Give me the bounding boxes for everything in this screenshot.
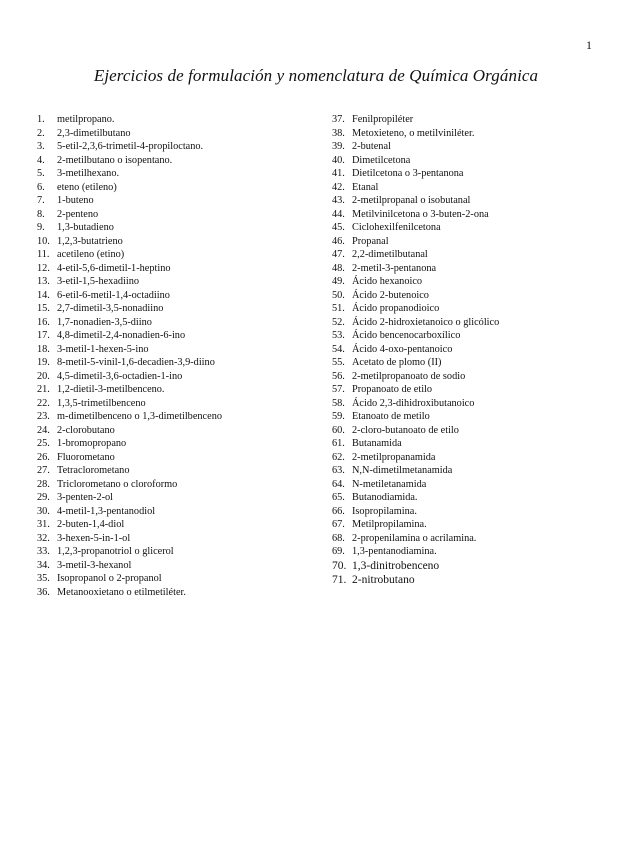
- exercise-number: 8.: [37, 208, 45, 220]
- exercise-text: 4-metil-1,3-pentanodiol: [57, 505, 156, 517]
- exercise-text: 1,2-dietil-3-metilbenceno.: [57, 384, 165, 395]
- exercise-text: 2,7-dimetil-3,5-nonadiino: [57, 303, 164, 314]
- exercise-number: 54.: [332, 343, 345, 355]
- exercise-item: [37, 208, 327, 222]
- exercise-text: Acetato de plomo (II): [352, 357, 442, 368]
- exercise-item: [37, 235, 327, 249]
- exercise-item: [332, 208, 622, 222]
- exercise-text: Ácido propanodioico: [352, 303, 440, 314]
- exercise-text: 4,5-dimetil-3,6-octadien-1-ino: [57, 370, 183, 382]
- exercise-text: 1,3-butadieno: [57, 222, 114, 233]
- exercise-text: 2-metilpropanamida: [352, 451, 436, 463]
- exercise-text: 2-butenal: [352, 141, 391, 152]
- exercise-item: [332, 289, 622, 303]
- exercise-number: 38.: [332, 127, 345, 139]
- exercise-number: 69.: [332, 546, 345, 557]
- exercise-number: 11.: [37, 249, 50, 260]
- exercise-number: 35.: [37, 573, 50, 584]
- exercise-number: 67.: [332, 519, 345, 530]
- exercise-list-right: [332, 113, 622, 587]
- exercise-number: 34.: [37, 559, 50, 571]
- exercise-text: 8-metil-5-vinil-1,6-decadien-3,9-diino: [57, 357, 215, 368]
- exercise-number: 50.: [332, 289, 345, 301]
- exercise-text: 3-penten-2-ol: [57, 492, 114, 503]
- exercise-text: Fenilpropiléter: [352, 114, 414, 125]
- exercise-item: [332, 437, 622, 451]
- exercise-item: [37, 329, 327, 343]
- exercise-item: [332, 545, 622, 559]
- exercise-number: 3.: [37, 141, 45, 152]
- exercise-item: [37, 275, 327, 289]
- page-number: 1: [586, 38, 592, 52]
- exercise-number: 17.: [37, 330, 50, 341]
- exercise-item: [37, 248, 327, 262]
- exercise-item: [37, 532, 327, 546]
- exercise-number: 21.: [37, 384, 50, 395]
- exercise-item: [37, 397, 327, 411]
- exercise-text: 2,3-dimetilbutano: [57, 127, 131, 139]
- exercise-number: 57.: [332, 384, 345, 395]
- exercise-item: [332, 478, 622, 492]
- exercise-number: 9.: [37, 222, 45, 233]
- exercise-item: [332, 127, 622, 141]
- exercise-text: Propanoato de etilo: [352, 384, 433, 395]
- exercise-text: Etanal: [352, 181, 379, 193]
- exercise-text: 2-buten-1,4-diol: [57, 519, 125, 530]
- exercise-number: 5.: [37, 168, 45, 179]
- exercise-text: Ácido bencenocarboxílico: [352, 330, 461, 341]
- exercise-text: 2-metilpropanal o isobutanal: [352, 195, 471, 206]
- exercise-number: 65.: [332, 492, 345, 503]
- exercise-number: 49.: [332, 276, 345, 287]
- exercise-number: 55.: [332, 357, 345, 368]
- exercise-item: [37, 289, 327, 303]
- exercise-text: m-dimetilbenceno o 1,3-dimetilbenceno: [57, 411, 222, 422]
- exercise-number: 36.: [37, 586, 50, 598]
- exercise-item: [332, 275, 622, 289]
- exercise-item: [37, 383, 327, 397]
- exercise-number: 26.: [37, 451, 50, 463]
- exercise-text: Isopropanol o 2-propanol: [57, 573, 162, 584]
- exercise-number: 15.: [37, 303, 50, 314]
- exercise-item: [332, 410, 622, 424]
- exercise-item: [37, 140, 327, 154]
- exercise-number: 33.: [37, 546, 50, 557]
- exercise-item: [37, 262, 327, 276]
- exercise-text: Dietilcetona o 3-pentanona: [352, 168, 464, 179]
- exercise-item: [37, 356, 327, 370]
- exercise-number: 44.: [332, 208, 345, 220]
- exercise-text: Metanooxietano o etilmetiléter.: [57, 586, 186, 598]
- exercise-text: Metilpropilamina.: [352, 519, 427, 530]
- exercise-item: [37, 316, 327, 330]
- exercise-text: 1,3,5-trimetilbenceno: [57, 397, 146, 409]
- exercise-number: 32.: [37, 532, 50, 544]
- exercise-item: [332, 194, 622, 208]
- exercise-item: [37, 505, 327, 519]
- exercise-text: 1,2,3-propanotriol o glicerol: [57, 546, 174, 557]
- exercise-text: 3-metil-3-hexanol: [57, 559, 132, 571]
- exercise-item: [332, 356, 622, 370]
- exercise-text: Ácido 2-hidroxietanoico o glicólico: [352, 316, 500, 328]
- exercise-item: [332, 154, 622, 168]
- exercise-item: [37, 181, 327, 195]
- exercise-number: 1.: [37, 114, 45, 125]
- exercise-text: Metoxieteno, o metilviniléter.: [352, 127, 475, 139]
- exercise-number: 40.: [332, 154, 345, 166]
- exercise-number: 47.: [332, 249, 345, 260]
- exercise-text: Dimetilcetona: [352, 154, 411, 166]
- exercise-text: 3-etil-1,5-hexadiino: [57, 276, 140, 287]
- exercise-item: [37, 518, 327, 532]
- exercise-text: Metilvinilcetona o 3-buten-2-ona: [352, 208, 489, 220]
- exercise-text: 1,3-dinitrobenceno: [352, 559, 440, 572]
- exercise-text: N,N-dimetilmetanamida: [352, 465, 453, 476]
- exercise-item: [37, 586, 327, 600]
- exercise-text: acetileno (etino): [57, 249, 125, 260]
- exercise-text: Ácido 2-butenoico: [352, 289, 429, 301]
- exercise-number: 60.: [332, 424, 345, 436]
- exercise-item: [37, 302, 327, 316]
- exercise-text: N-metiletanamida: [352, 478, 427, 490]
- exercise-item: [332, 464, 622, 478]
- exercise-item: [332, 383, 622, 397]
- exercise-item: [332, 302, 622, 316]
- exercise-item: [332, 248, 622, 262]
- exercise-number: 71.: [332, 573, 347, 586]
- exercise-number: 13.: [37, 276, 50, 287]
- exercise-number: 70.: [332, 559, 347, 572]
- exercise-item: [332, 235, 622, 249]
- exercise-number: 41.: [332, 168, 345, 179]
- exercise-text: Ácido hexanoico: [352, 276, 423, 287]
- exercise-item: [37, 451, 327, 465]
- exercise-number: 14.: [37, 289, 50, 301]
- exercise-item: [332, 262, 622, 276]
- exercise-item: [332, 451, 622, 465]
- exercise-text: Butanamida: [352, 438, 402, 449]
- exercise-number: 53.: [332, 330, 345, 341]
- exercise-number: 7.: [37, 195, 45, 206]
- exercise-item: [332, 113, 622, 127]
- exercise-text: Ciclohexilfenilcetona: [352, 222, 441, 233]
- exercise-text: 2-metilpropanoato de sodio: [352, 370, 466, 382]
- exercise-text: 3-hexen-5-in-1-ol: [57, 532, 131, 544]
- exercise-item: [37, 572, 327, 586]
- exercise-item: [332, 424, 622, 438]
- exercise-item: [37, 464, 327, 478]
- exercise-number: 30.: [37, 505, 50, 517]
- exercise-number: 62.: [332, 451, 345, 463]
- exercise-number: 22.: [37, 397, 50, 409]
- exercise-item: [37, 343, 327, 357]
- exercise-item: [332, 167, 622, 181]
- exercise-text: 3-metilhexano.: [57, 168, 120, 179]
- exercise-item: [332, 491, 622, 505]
- exercise-text: 1-bromopropano: [57, 438, 127, 449]
- exercise-text: 2,2-dimetilbutanal: [352, 249, 428, 260]
- exercise-item: [37, 545, 327, 559]
- exercise-text: 2-metil-3-pentanona: [352, 262, 437, 274]
- exercise-item: [37, 478, 327, 492]
- exercise-item: [332, 181, 622, 195]
- exercise-number: 63.: [332, 465, 345, 476]
- exercise-number: 29.: [37, 492, 50, 503]
- exercise-number: 4.: [37, 154, 45, 166]
- exercise-text: 2-propenilamina o acrilamina.: [352, 532, 477, 544]
- exercise-number: 48.: [332, 262, 345, 274]
- exercise-text: Etanoato de metilo: [352, 411, 430, 422]
- exercise-text: metilpropano.: [57, 114, 115, 125]
- exercise-item: [332, 518, 622, 532]
- exercise-item: [37, 221, 327, 235]
- exercise-number: 61.: [332, 438, 345, 449]
- exercise-item: [37, 437, 327, 451]
- exercise-text: 6-etil-6-metil-1,4-octadiino: [57, 289, 170, 301]
- exercise-number: 16.: [37, 316, 50, 328]
- exercise-text: 4,8-dimetil-2,4-nonadien-6-ino: [57, 330, 186, 341]
- exercise-text: Fluorometano: [57, 451, 115, 463]
- exercise-text: 2-cloro-butanoato de etilo: [352, 424, 459, 436]
- exercise-item: [37, 154, 327, 168]
- exercise-number: 52.: [332, 316, 345, 328]
- exercise-text: 3-metil-1-hexen-5-ino: [57, 343, 149, 355]
- exercise-number: 18.: [37, 343, 50, 355]
- exercise-number: 45.: [332, 222, 345, 233]
- exercise-number: 24.: [37, 424, 50, 436]
- exercise-item: [37, 491, 327, 505]
- exercise-number: 19.: [37, 357, 50, 368]
- exercise-text: 4-etil-5,6-dimetil-1-heptino: [57, 262, 171, 274]
- exercise-number: 66.: [332, 505, 345, 517]
- document-title: Ejercicios de formulación y nomenclatura de Química Orgánica: [93, 66, 539, 85]
- exercise-item: [332, 532, 622, 546]
- exercise-text: Triclorometano o cloroformo: [57, 478, 178, 490]
- exercise-item: [332, 505, 622, 519]
- exercise-text: 5-etil-2,3,6-trimetil-4-propiloctano.: [57, 141, 204, 152]
- exercise-text: 1,3-pentanodiamina.: [352, 546, 437, 557]
- exercise-number: 2.: [37, 127, 45, 139]
- exercise-number: 68.: [332, 532, 345, 544]
- exercise-text: 2-nitrobutano: [352, 573, 415, 586]
- exercise-text: Butanodiamida.: [352, 492, 418, 503]
- exercise-number: 39.: [332, 141, 345, 152]
- exercise-item: [332, 329, 622, 343]
- exercise-number: 28.: [37, 478, 50, 490]
- exercise-number: 51.: [332, 303, 345, 314]
- exercise-item: [332, 221, 622, 235]
- exercise-item: [332, 316, 622, 330]
- exercise-text: 1-buteno: [57, 195, 94, 206]
- exercise-item: [332, 397, 622, 411]
- exercise-number: 42.: [332, 181, 345, 193]
- exercise-item: [37, 424, 327, 438]
- exercise-list-left: [37, 113, 327, 599]
- exercise-number: 6.: [37, 181, 45, 193]
- exercise-text: Propanal: [352, 235, 389, 247]
- exercise-item: [37, 370, 327, 384]
- exercise-number: 58.: [332, 397, 345, 409]
- exercise-text: 2-penteno: [57, 208, 99, 220]
- exercise-item: [37, 194, 327, 208]
- exercise-number: 25.: [37, 438, 50, 449]
- exercise-text: Ácido 4-oxo-pentanoico: [352, 343, 453, 355]
- exercise-number: 31.: [37, 519, 50, 530]
- exercise-number: 12.: [37, 262, 50, 274]
- exercise-item: [37, 127, 327, 141]
- exercise-item: [332, 559, 622, 573]
- exercise-item: [37, 113, 327, 127]
- exercise-item: [332, 140, 622, 154]
- exercise-text: eteno (etileno): [57, 181, 117, 193]
- exercise-number: 64.: [332, 478, 345, 490]
- exercise-number: 20.: [37, 370, 50, 382]
- exercise-number: 10.: [37, 235, 50, 247]
- exercise-text: 1,7-nonadien-3,5-diino: [57, 316, 152, 328]
- exercise-number: 59.: [332, 411, 345, 422]
- exercise-text: 1,2,3-butatrieno: [57, 235, 123, 247]
- exercise-number: 46.: [332, 235, 345, 247]
- exercise-item: [332, 343, 622, 357]
- exercise-item: [37, 167, 327, 181]
- exercise-item: [37, 559, 327, 573]
- exercise-text: Isopropilamina.: [352, 505, 417, 517]
- exercise-item: [332, 573, 622, 587]
- exercise-text: Tetraclorometano: [57, 465, 130, 476]
- exercise-number: 27.: [37, 465, 50, 476]
- exercise-number: 56.: [332, 370, 345, 382]
- exercise-item: [37, 410, 327, 424]
- exercise-text: Ácido 2,3-dihidroxibutanoico: [352, 397, 475, 409]
- exercise-text: 2-clorobutano: [57, 424, 115, 436]
- exercise-number: 43.: [332, 195, 345, 206]
- exercise-number: 23.: [37, 411, 50, 422]
- exercise-item: [332, 370, 622, 384]
- exercise-number: 37.: [332, 114, 345, 125]
- exercise-text: 2-metilbutano o isopentano.: [57, 154, 173, 166]
